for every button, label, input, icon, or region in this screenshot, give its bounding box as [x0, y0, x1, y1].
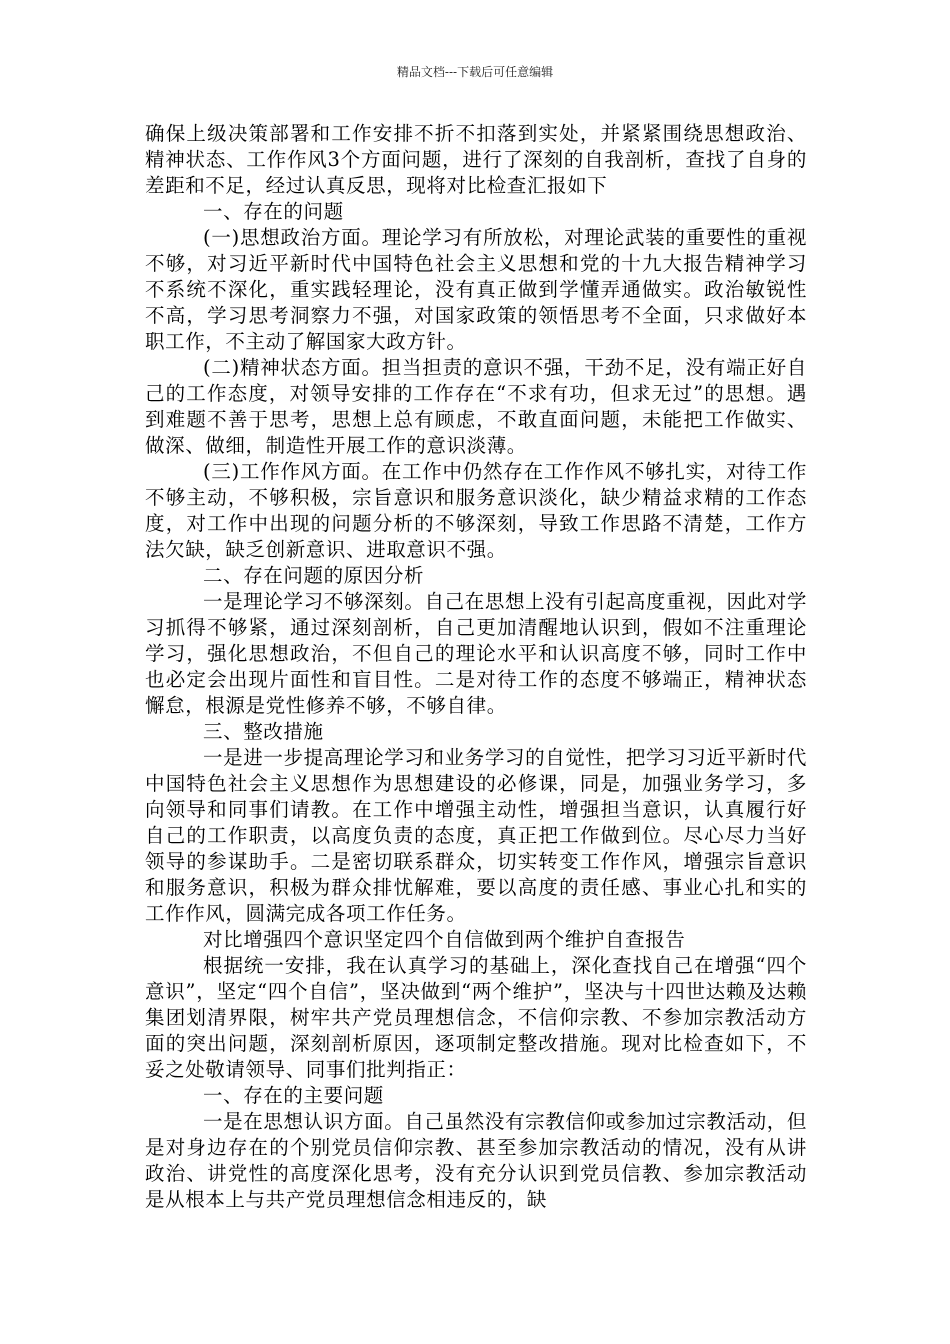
document-body: [145, 121, 807, 1213]
paragraph-thinking: 一是在思想认识方面。自己虽然没有宗教信仰或参加过宗教活动，但是对身边存在的个别党员信仰宗教、甚至参加宗教活动的情况，没有从讲政治、讲党性的高度深化思考，没有充分认识到党员信教、参加宗教活动是从根本上与共产党员理想信念相违反的，缺: [145, 1110, 807, 1211]
paragraph-report-intro: 根据统一安排，我在认真学习的基础上，深化查找自己在增强“四个意识”，坚定“四个自信”，坚决做到“两个维护”，坚决与十四世达赖及达赖集团划清界限，树牢共产党员理想信念，不信仰宗教、不参加宗教活动方面的突出问题，深刻剖析原因，逐项制定整改措施。现对比检查如下，不妥之处敬请领导、同事们批判指正：: [145, 954, 807, 1081]
page-header: 精品文档---下载后可任意编辑: [396, 65, 554, 79]
paragraph-work-style: (三)工作作风方面。在工作中仍然存在工作作风不够扎实，对待工作不够主动，不够积极，宗旨意识和服务意识淡化，缺少精益求精的工作态度，对工作中出现的问题分析的不够深刻，导致工作思路不清楚，工作方法欠缺，缺乏创新意识、进取意识不强。: [145, 460, 807, 561]
paragraph-causes: 一是理论学习不够深刻。自己在思想上没有引起高度重视，因此对学习抓得不够紧，通过深刻剖析，自己更加清醒地认识到，假如不注重理论学习，强化思想政治，不但自己的理论水平和认识高度不够，同时工作中也必定会出现片面性和盲目性。二是对待工作的态度不够端正，精神状态懈怠，根源是党性修养不够，不够自律。: [145, 590, 807, 717]
section-heading-causes: 二、存在问题的原因分析: [203, 564, 425, 587]
paragraph-intro: 确保上级决策部署和工作安排不折不扣落到实处，并紧紧围绕思想政治、精神状态、工作作风3个方面问题，进行了深刻的自我剖析，查找了自身的差距和不足，经过认真反思，现将对比检查汇报如下: [145, 122, 807, 197]
section-heading-problems: 一、存在的问题: [203, 200, 344, 223]
report-title: 对比增强四个意识坚定四个自信做到两个维护自查报告: [203, 928, 686, 951]
paragraph-political: (一)思想政治方面。理论学习有所放松，对理论武装的重要性的重视不够，对习近平新时代中国特色社会主义思想和党的十九大报告精神学习不系统不深化，重实践轻理论，没有真正做到学懂弄通做实。政治敏锐性不高，学习思考洞察力不强，对国家政策的领悟思考不全面，只求做好本职工作，不主动了解国家大政方针。: [145, 226, 807, 353]
section-heading-main-problems: 一、存在的主要问题: [203, 1084, 384, 1107]
section-heading-measures: 三、整改措施: [203, 720, 324, 743]
paragraph-measures: 一是进一步提高理论学习和业务学习的自觉性，把学习习近平新时代中国特色社会主义思想作为思想建设的必修课，同是，加强业务学习，多向领导和同事们请教。在工作中增强主动性，增强担当意识，认真履行好自己的工作职责，以高度负责的态度，真正把工作做到位。尽心尽力当好领导的参谋助手。二是密切联系群众，切实转变工作作风，增强宗旨意识和服务意识，积极为群众排忧解难，要以高度的责任感、事业心扎和实的工作作风，圆满完成各项工作任务。: [145, 746, 807, 925]
paragraph-spirit: (二)精神状态方面。担当担责的意识不强，干劲不足，没有端正好自己的工作态度，对领导安排的工作存在“不求有功，但求无过”的思想。遇到难题不善于思考，思想上总有顾虑，不敢直面问题，未能把工作做实、做深、做细，制造性开展工作的意识淡薄。: [145, 356, 807, 457]
